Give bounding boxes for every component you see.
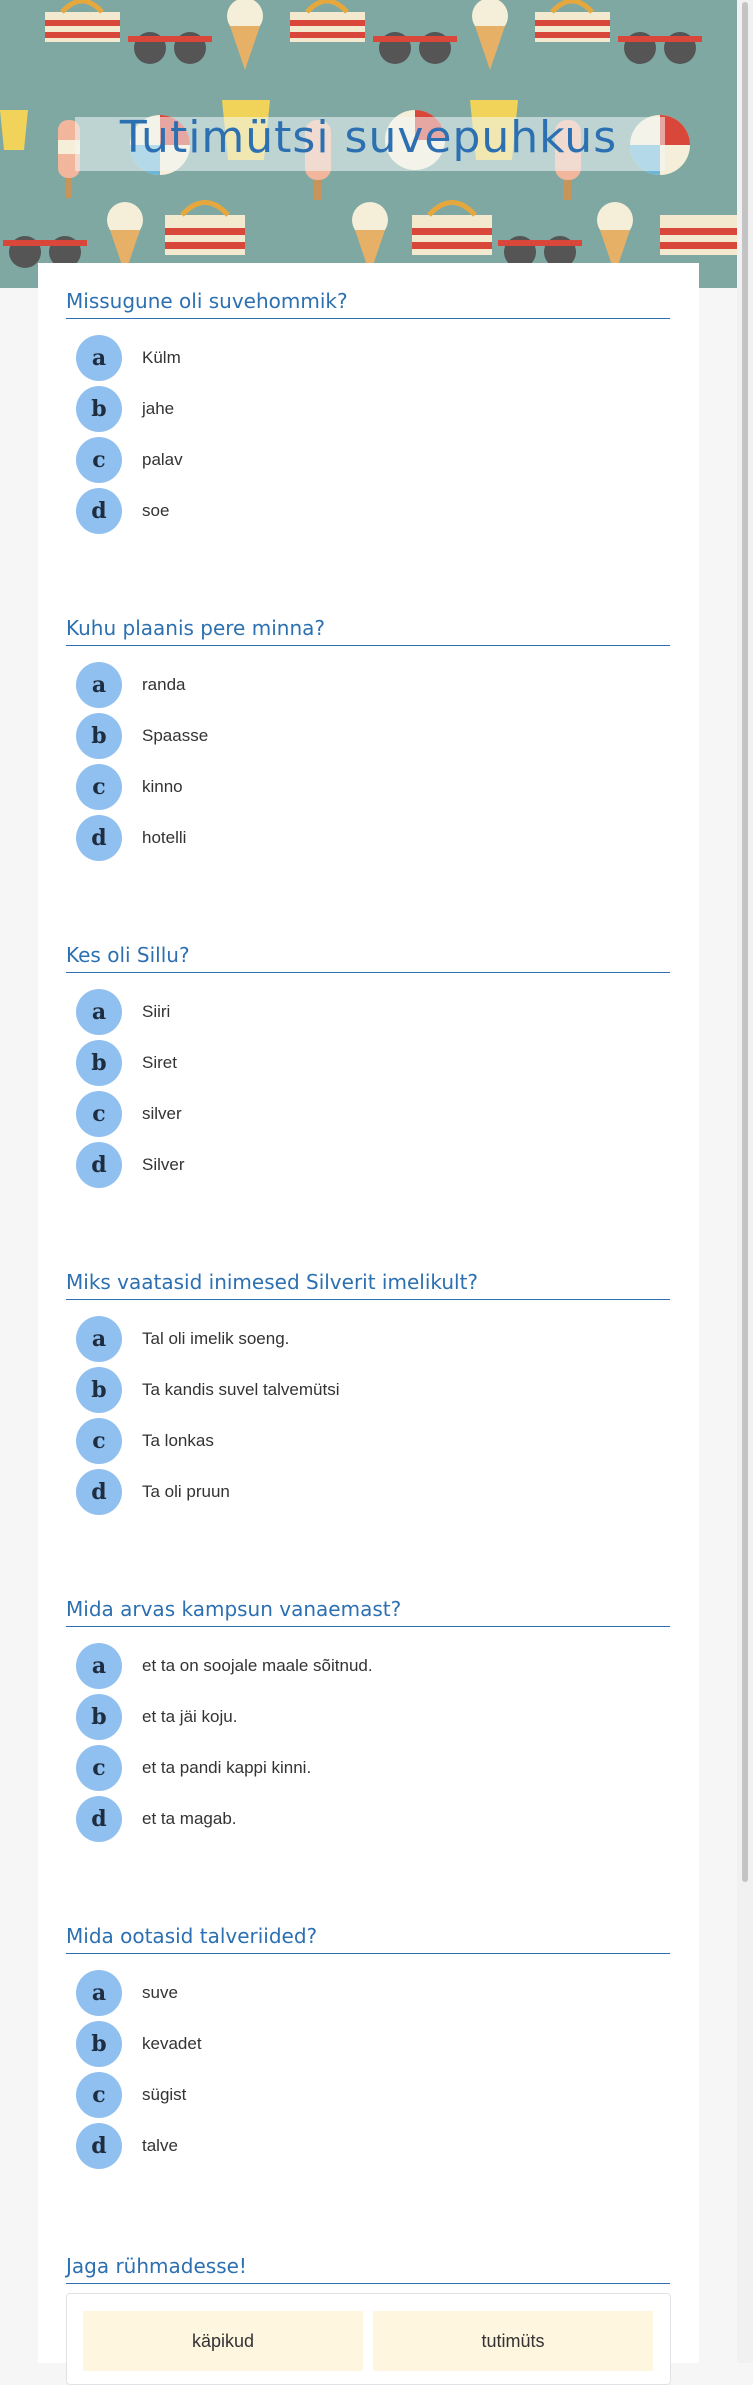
header-banner bbox=[0, 0, 737, 288]
answer-letter-badge: a bbox=[76, 1970, 122, 2016]
grouping-section bbox=[66, 2250, 670, 2284]
beach-bag-icon bbox=[165, 203, 245, 256]
answer-letter-badge: c bbox=[76, 437, 122, 483]
answer-option[interactable] bbox=[76, 710, 670, 761]
beach-bag-icon bbox=[290, 1, 365, 42]
answer-text: randa bbox=[142, 674, 186, 694]
question-block bbox=[66, 1920, 670, 2171]
answer-option[interactable] bbox=[76, 485, 670, 536]
answer-letter-badge: c bbox=[76, 764, 122, 810]
answer-text: soe bbox=[142, 500, 170, 520]
ice-cream-icon bbox=[227, 0, 263, 70]
answer-text: Ta lonkas bbox=[142, 1430, 214, 1450]
answer-option[interactable] bbox=[76, 1313, 670, 1364]
answer-letter-badge: c bbox=[76, 1091, 122, 1137]
answer-option[interactable] bbox=[76, 1793, 670, 1844]
answer-text: silver bbox=[142, 1103, 182, 1123]
ice-cream-icon bbox=[472, 0, 508, 70]
page-title: Tutimütsi suvepuhkus bbox=[119, 112, 618, 163]
answer-list bbox=[66, 1627, 670, 1844]
answer-text: jahe bbox=[142, 398, 175, 418]
question-block bbox=[66, 612, 670, 863]
answer-letter-badge: a bbox=[76, 1643, 122, 1689]
answer-option[interactable] bbox=[76, 986, 670, 1037]
answer-text: kinno bbox=[142, 776, 183, 796]
answer-text: Spaasse bbox=[142, 725, 209, 745]
answer-letter-badge: d bbox=[76, 1469, 122, 1515]
answer-text: et ta pandi kappi kinni. bbox=[142, 1757, 312, 1777]
answer-letter-badge: d bbox=[76, 815, 122, 861]
answer-option[interactable] bbox=[76, 1691, 670, 1742]
answer-option[interactable] bbox=[76, 1037, 670, 1088]
answer-option[interactable] bbox=[76, 1364, 670, 1415]
answer-letter-badge: a bbox=[76, 1316, 122, 1362]
answer-text: sügist bbox=[142, 2084, 187, 2104]
answer-letter-badge: d bbox=[76, 1142, 122, 1188]
answer-letter-badge: d bbox=[76, 1796, 122, 1842]
answer-text: Ta kandis suvel talvemütsi bbox=[142, 1379, 340, 1399]
sunglasses-icon bbox=[618, 32, 702, 64]
question-title: Mida ootasid talveriided? bbox=[66, 1920, 670, 1954]
question-block bbox=[66, 939, 670, 1190]
answer-text: Ta oli pruun bbox=[142, 1481, 230, 1501]
answer-option[interactable] bbox=[76, 434, 670, 485]
answer-letter-badge: a bbox=[76, 662, 122, 708]
answer-option[interactable] bbox=[76, 1139, 670, 1190]
answer-letter-badge: b bbox=[76, 2021, 122, 2067]
answer-option[interactable] bbox=[76, 1742, 670, 1793]
answer-text: suve bbox=[142, 1982, 178, 2002]
sunglasses-icon bbox=[373, 32, 457, 64]
answer-list bbox=[66, 1300, 670, 1517]
answer-option[interactable] bbox=[76, 332, 670, 383]
quiz-card bbox=[38, 263, 699, 2363]
answer-text: Külm bbox=[142, 347, 181, 367]
answer-list bbox=[66, 319, 670, 536]
answer-text: kevadet bbox=[142, 2033, 202, 2053]
question-title: Mida arvas kampsun vanaemast? bbox=[66, 1593, 670, 1627]
answer-letter-badge: b bbox=[76, 1694, 122, 1740]
scrollbar-thumb[interactable] bbox=[742, 2, 748, 1882]
answer-option[interactable] bbox=[76, 761, 670, 812]
beach-bag-icon bbox=[412, 203, 492, 256]
question-title: Kuhu plaanis pere minna? bbox=[66, 612, 670, 646]
group-kapikud[interactable]: käpikud bbox=[83, 2311, 363, 2371]
question-title: Miks vaatasid inimesed Silverit imelikult? bbox=[66, 1266, 670, 1300]
answer-text: et ta jäi koju. bbox=[142, 1706, 238, 1726]
answer-list bbox=[66, 646, 670, 863]
answer-text: hotelli bbox=[142, 827, 187, 847]
answer-text: Tal oli imelik soeng. bbox=[142, 1328, 290, 1348]
answer-option[interactable] bbox=[76, 1640, 670, 1691]
answer-letter-badge: a bbox=[76, 335, 122, 381]
group-tutimuts[interactable]: tutimüts bbox=[373, 2311, 653, 2371]
answer-text: talve bbox=[142, 2135, 178, 2155]
answer-text: palav bbox=[142, 449, 183, 469]
question-title: Missugune oli suvehommik? bbox=[66, 285, 670, 319]
answer-letter-badge: b bbox=[76, 713, 122, 759]
answer-letter-badge: d bbox=[76, 2123, 122, 2169]
beach-bag-icon bbox=[45, 1, 120, 42]
answer-letter-badge: c bbox=[76, 1745, 122, 1791]
answer-option[interactable] bbox=[76, 1088, 670, 1139]
answer-letter-badge: c bbox=[76, 1418, 122, 1464]
answer-letter-badge: c bbox=[76, 2072, 122, 2118]
answer-text: et ta on soojale maale sõitnud. bbox=[142, 1655, 373, 1675]
answer-option[interactable] bbox=[76, 2069, 670, 2120]
answer-option[interactable] bbox=[76, 1415, 670, 1466]
grouping-title: Jaga rühmadesse! bbox=[66, 2250, 670, 2284]
question-block bbox=[66, 1593, 670, 1844]
answer-letter-badge: b bbox=[76, 1367, 122, 1413]
answer-text: Siiri bbox=[142, 1001, 171, 1021]
answer-letter-badge: b bbox=[76, 386, 122, 432]
question-block bbox=[66, 1266, 670, 1517]
answer-letter-badge: b bbox=[76, 1040, 122, 1086]
answer-letter-badge: a bbox=[76, 989, 122, 1035]
beach-bag-icon bbox=[535, 1, 610, 42]
answer-letter-badge: d bbox=[76, 488, 122, 534]
answer-text: Silver bbox=[142, 1154, 185, 1174]
answer-option[interactable] bbox=[76, 1466, 670, 1517]
sunglasses-icon bbox=[128, 32, 212, 64]
question-title: Kes oli Sillu? bbox=[66, 939, 670, 973]
answer-list bbox=[66, 973, 670, 1190]
answer-option[interactable] bbox=[76, 383, 670, 434]
page-scrollbar[interactable] bbox=[737, 0, 753, 2363]
answer-option[interactable] bbox=[76, 812, 670, 863]
answer-option[interactable] bbox=[76, 659, 670, 710]
groups-box bbox=[66, 2293, 671, 2385]
answer-option[interactable] bbox=[76, 2120, 670, 2171]
answer-text: et ta magab. bbox=[142, 1808, 237, 1828]
question-block bbox=[66, 285, 670, 536]
answer-list bbox=[66, 1954, 670, 2171]
answer-option[interactable] bbox=[76, 2018, 670, 2069]
answer-option[interactable] bbox=[76, 1967, 670, 2018]
beach-bag-icon bbox=[660, 215, 737, 255]
answer-text: Siret bbox=[142, 1052, 177, 1072]
